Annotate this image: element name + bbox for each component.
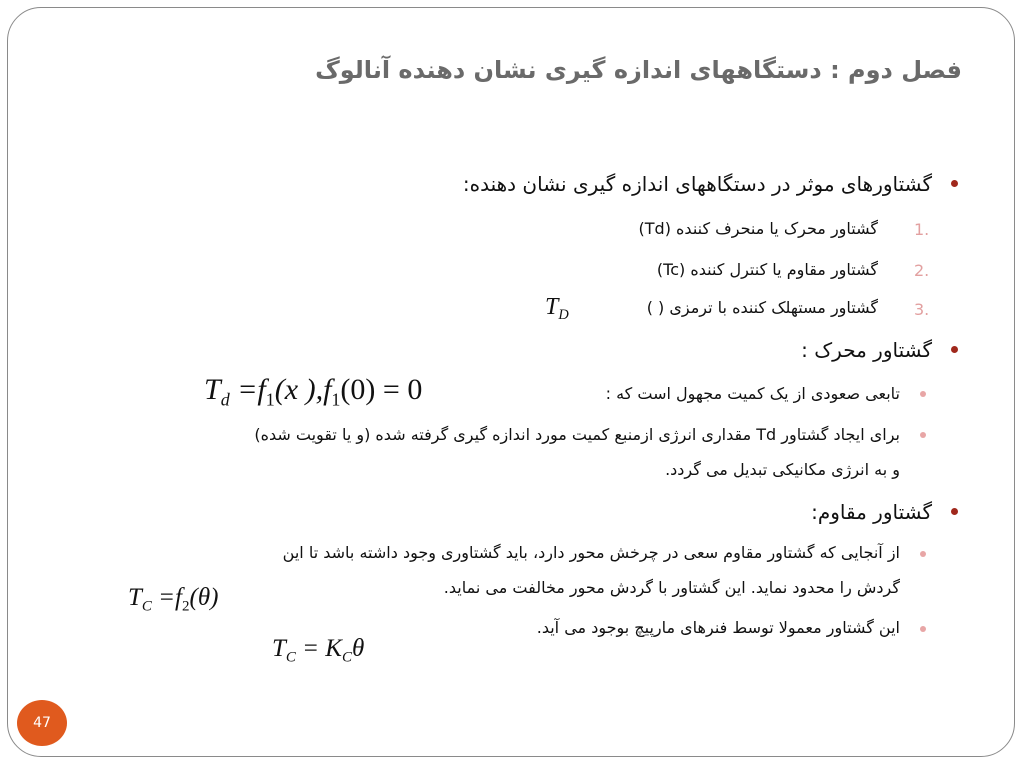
bullet-text: و به انرژی مکانیکی تبدیل می گردد. xyxy=(665,460,900,479)
sub-bullet-dot xyxy=(920,626,926,632)
bullet-dot xyxy=(951,346,958,353)
bullet-text: گردش را محدود نماید. این گشتاور با گردش محور مخالفت می نماید. xyxy=(443,578,900,597)
formula-torque-control: $T_C =f_2(\theta)$ xyxy=(128,584,219,615)
formula-torque-drive: $T_d =f_1(x$ )$,f_1(0) = 0$ xyxy=(204,373,423,410)
item-number: 3. xyxy=(914,300,930,319)
sub-bullet-dot xyxy=(920,432,926,438)
list-item: گشتاور مستهلک کننده با ترمزی ( ) xyxy=(646,298,878,317)
bullet-text: این گشتاور معمولا توسط فنرهای مارپیچ بوجود می آید. xyxy=(536,618,900,637)
formula-spring: $T_C = K_C\theta$ xyxy=(272,635,365,666)
list-item: گشتاور محرک یا منحرف کننده (Td) xyxy=(638,219,878,238)
slide-title: فصل دوم : دستگاههای اندازه گیری نشان دهنده آنالوگ xyxy=(315,56,962,84)
page-number-badge: 47 xyxy=(17,700,67,746)
bullet-dot xyxy=(951,180,958,187)
item-number: 1. xyxy=(914,220,930,239)
section-heading-3: گشتاور مقاوم: xyxy=(811,500,932,524)
sub-bullet-dot xyxy=(920,391,926,397)
bullet-text: برای ایجاد گشتاور Td مقداری انرژی ازمنبع کمیت مورد اندازه گیری گرفته شده (و یا تقویت شده) xyxy=(254,425,900,444)
bullet-dot xyxy=(951,508,958,515)
slide-frame xyxy=(7,7,1015,757)
formula-td: $T_D$ xyxy=(545,294,569,324)
bullet-text: از آنجایی که گشتاور مقاوم سعی در چرخش محور دارد، باید گشتاوری وجود داشته باشد تا این xyxy=(282,543,900,562)
sub-bullet-dot xyxy=(920,551,926,557)
section-heading-2: گشتاور محرک : xyxy=(801,338,932,362)
bullet-text: تابعی صعودی از یک کمیت مجهول است که : xyxy=(605,384,900,403)
list-item: گشتاور مقاوم یا کنترل کننده (Tc) xyxy=(656,260,878,279)
item-number: 2. xyxy=(914,261,930,280)
section-heading-1: گشتاورهای موثر در دستگاههای اندازه گیری نشان دهنده: xyxy=(462,172,932,196)
